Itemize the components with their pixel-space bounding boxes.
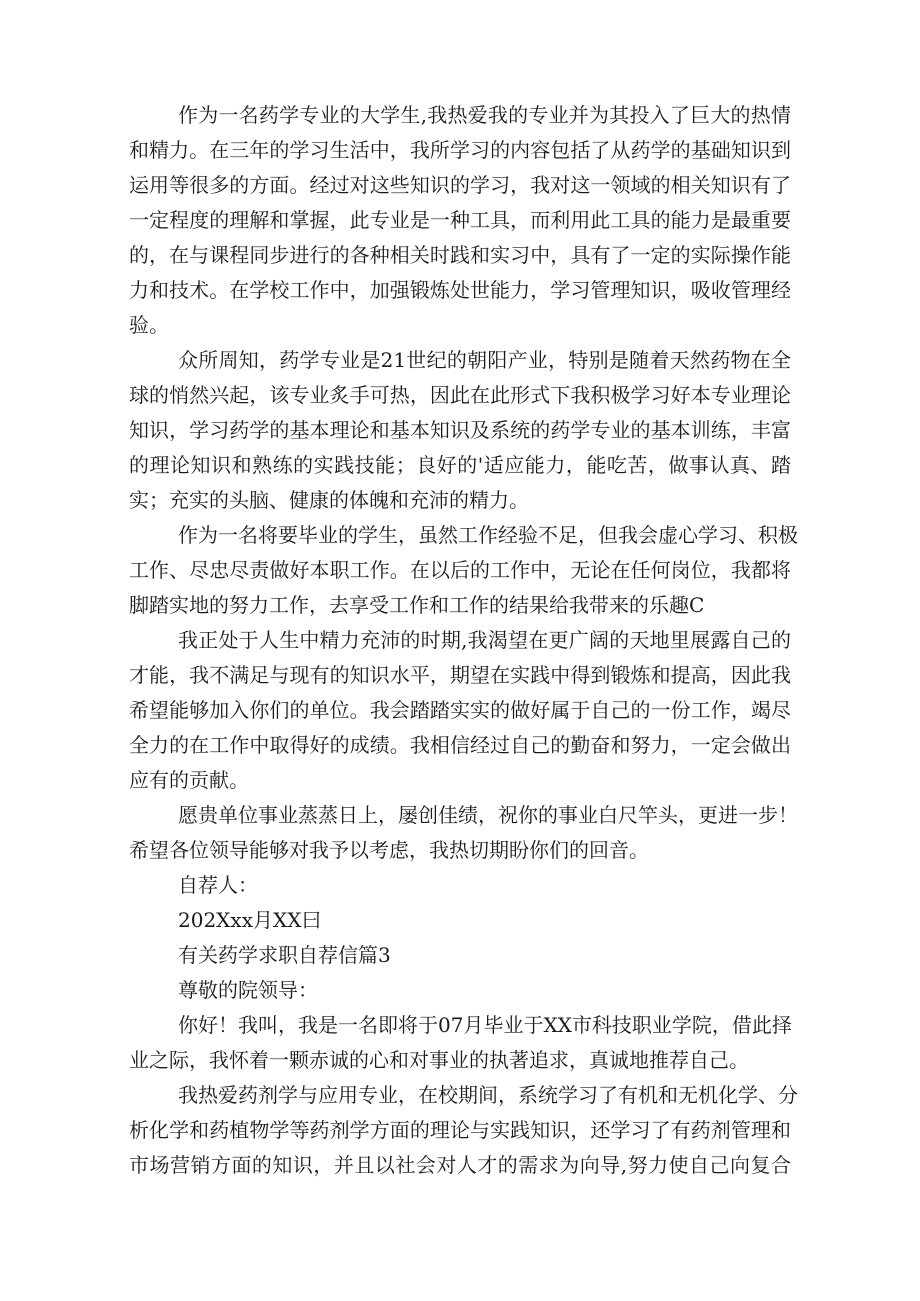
text-line: 的，在与课程同步进行的各种相关时践和实习中，具有了一定的实际操作能 <box>129 243 791 267</box>
text-line: 力和技术。在学校工作中，加强锻炼处世能力，学习管理知识，吸收管理经 <box>129 278 791 302</box>
text-line: 作为一名将要毕业的学生，虽然工作经验不足，但我会虚心学习、积极 <box>178 523 798 547</box>
text-line: 自荐人： <box>178 873 258 897</box>
text-line: 业之际，我怀着一颗赤诚的心和对事业的执著追求，真诚地推荐自己。 <box>129 1048 749 1072</box>
text-line: 和精力。在三年的学习生活中，我所学习的内容包括了从药学的基础知识到 <box>129 138 791 162</box>
text-line: 运用等很多的方面。经过对这些知识的学习，我对这一领域的相关知识有了 <box>129 173 791 197</box>
text-line: 球的悄然兴起，该专业炙手可热，因此在此形式下我积极学习好本专业理论 <box>129 383 791 407</box>
text-line: 愿贵单位事业蒸蒸日上，屡创佳绩，祝你的事业白尺竿头，更进一步！ <box>178 803 798 827</box>
text-line: 一定程度的理解和掌握，此专业是一种工具，而利用此工具的能力是最重要 <box>129 208 791 232</box>
text-line: 有关药学求职自荐信篇3 <box>178 943 391 967</box>
text-line: 我正处于人生中精力充沛的时期,我渴望在更广阔的天地里展露自己的 <box>178 628 791 652</box>
text-line: 你好！我叫，我是一名即将于07月毕业于XX市科技职业学院，借此择 <box>178 1013 792 1037</box>
text-line: 脚踏实地的努力工作，去享受工作和工作的结果给我带来的乐趣C <box>129 593 705 617</box>
text-line: 应有的贡献。 <box>129 768 249 792</box>
text-line: 验。 <box>129 313 169 337</box>
text-line: 希望各位领导能够对我予以考虑，我热切期盼你们的回音。 <box>129 838 649 862</box>
text-line: 作为一名药学专业的大学生,我热爱我的专业并为其投入了巨大的热情 <box>178 103 791 127</box>
document-body <box>129 0 798 1183</box>
text-line: 知识，学习药学的基本理论和基本知识及系统的药学专业的基本训练，丰富 <box>129 418 791 442</box>
text-line: 工作、尽忠尽责做好本职工作。在以后的工作中，无论在任何岗位，我都将 <box>129 558 791 582</box>
text-line: 析化学和药植物学等药剂学方面的理论与实践知识，还学习了有药剂管理和 <box>129 1118 791 1142</box>
text-line: 的理论知识和熟练的实践技能；良好的'适应能力，能吃苦，做事认真、踏 <box>129 453 791 477</box>
text-line: 全力的在工作中取得好的成绩。我相信经过自己的勤奋和努力，一定会做出 <box>129 733 791 757</box>
text-line: 我热爱药剂学与应用专业，在校期间，系统学习了有机和无机化学、分 <box>178 1083 798 1107</box>
text-line: 市场营销方面的知识，并且以社会对人才的需求为向导,努力使自己向复合 <box>129 1153 791 1177</box>
text-line: 尊敬的院领导： <box>178 978 318 1002</box>
text-line: 实；充实的头脑、健康的体魄和充沛的精力。 <box>129 488 529 512</box>
text-line: 希望能够加入你们的单位。我会踏踏实实的做好属于自己的一份工作，竭尽 <box>129 698 791 722</box>
text-line: 才能，我不满足与现有的知识水平，期望在实践中得到锻炼和提高，因此我 <box>129 663 791 687</box>
text-line: 202Xxx月XX曰 <box>178 908 322 932</box>
text-line: 众所周知，药学专业是21世纪的朝阳产业，特别是随着天然药物在全 <box>178 348 791 372</box>
